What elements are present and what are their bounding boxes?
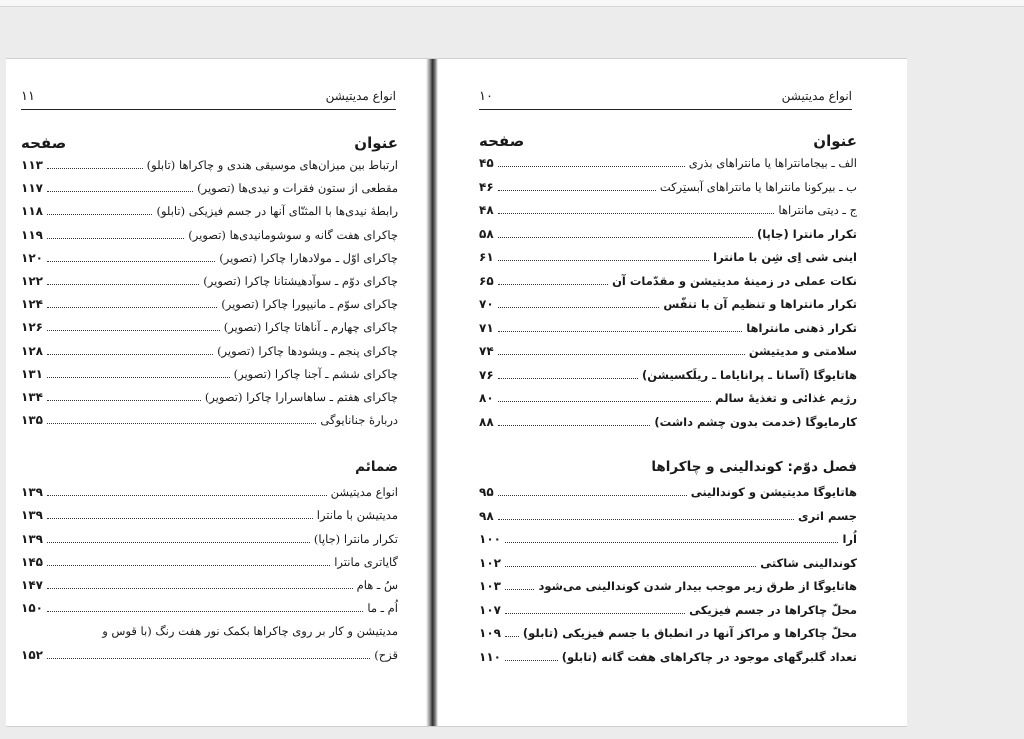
- book-spread: [6, 58, 907, 727]
- dot-leader: [47, 231, 184, 239]
- toc-entry-page: ۷۱: [479, 320, 494, 335]
- toc-entry-page: ۱۰۳: [479, 579, 501, 593]
- toc-entry-title: چاکرای سوّم ـ مانیپورا چاکرا (تصویر): [221, 297, 398, 312]
- toc-entry-page: ۱۱۳: [21, 158, 43, 172]
- page-header: [21, 89, 396, 110]
- toc-entry-title: چاکرای هفتم ـ ساهاسرارا چاکرا (تصویر): [204, 389, 398, 404]
- toc-entry-page: ۶۱: [479, 250, 494, 264]
- toc-entry-page: ۴۸: [479, 203, 494, 217]
- dot-leader: [498, 394, 712, 402]
- toc-entry-page: ۱۵۲: [21, 647, 43, 662]
- dot-leader: [498, 277, 608, 285]
- toc-entry-title: انواع مدیتیشن: [330, 485, 398, 500]
- toc-entry-title: محلّ چاکراها در جسم فیزیکی: [689, 602, 857, 617]
- toc-entry: [479, 575, 857, 599]
- toc-entry-title: نکات عملی در زمینهٔ مدیتیشن و مقدّمات آن: [612, 273, 857, 288]
- toc-entry-title: اینی شی اِی شِن با مانترا: [713, 250, 857, 264]
- dot-leader: [505, 582, 535, 590]
- dot-leader: [47, 558, 330, 566]
- toc-entry-title: تکرار مانترا (جاپا): [313, 531, 398, 546]
- toc-entry-page: ۱۴۵: [21, 554, 43, 569]
- toc-entry-title: کارمایوگا (خدمت بدون چشم داشت): [654, 414, 857, 429]
- dot-leader: [505, 653, 558, 661]
- toc-entry-page: ۱۰۹: [479, 626, 501, 640]
- toc-list: [479, 125, 857, 669]
- page-number: ۱۱: [21, 89, 35, 104]
- toc-entry: [479, 317, 857, 341]
- dot-leader: [498, 324, 743, 332]
- toc-entry-page: ۹۸: [479, 508, 494, 523]
- toc-entry-page: ۱۲۶: [21, 320, 43, 335]
- toc-entry-page: ۱۳۹: [21, 508, 43, 523]
- toc-entry-page: ۱۱۰: [479, 649, 501, 664]
- toc-entry: [479, 223, 857, 247]
- dot-leader: [47, 488, 327, 496]
- toc-entry-page: ۴۵: [479, 156, 494, 170]
- toc-entry-page: ۱۲۰: [21, 250, 43, 265]
- dot-leader: [498, 300, 660, 308]
- toc-entry: [21, 270, 398, 293]
- dot-leader: [47, 370, 230, 378]
- page-right: [434, 59, 907, 726]
- toc-entry-page: ۱۱۸: [21, 204, 43, 219]
- toc-entry: [21, 200, 398, 223]
- toc-entry-page: ۱۰۰: [479, 532, 501, 546]
- toc-entry-title: سلامتی و مدیتیشن: [748, 344, 857, 358]
- toc-entry-title: کوندالینی شاکتی: [760, 555, 857, 570]
- dot-leader: [47, 393, 201, 401]
- dot-leader: [498, 253, 709, 261]
- dot-leader: [498, 206, 775, 214]
- page-left: [6, 59, 426, 726]
- appendix-heading: ضمائم: [355, 459, 398, 476]
- toc-entry-title: ج ـ دیتی مانتراها: [778, 203, 857, 217]
- dot-leader: [498, 159, 685, 167]
- dot-leader: [47, 161, 143, 169]
- toc-entry-page: ۱۴۷: [21, 578, 43, 592]
- toc-entry-page: ۱۰۲: [479, 555, 501, 570]
- toc-entry-title: مدیتیشن و کار بر روی چاکراها بکمک نور هفت رنگ (با قوس و: [102, 624, 398, 639]
- toc-entry-title: جسم اتری: [798, 508, 857, 523]
- viewer-toolbar: [0, 0, 1024, 7]
- toc-entry-page: ۱۱۷: [21, 181, 43, 196]
- toc-entry-title: مدیتیشن با مانترا: [316, 508, 398, 523]
- column-page-heading: صفحه: [21, 134, 67, 152]
- page-header: [479, 89, 852, 110]
- dot-leader: [47, 604, 363, 612]
- dot-leader: [505, 559, 756, 567]
- toc-entry-page: ۱۳۱: [21, 366, 43, 381]
- toc-entry: [479, 528, 857, 552]
- chapter-heading: فصل دوّم: کوندالینی و چاکراها: [651, 459, 857, 475]
- dot-leader: [498, 183, 656, 191]
- toc-entry-title: هاتایوگا (آسانا ـ پرانایاما ـ ریلَکسیشن): [642, 367, 857, 382]
- dot-leader: [47, 254, 215, 262]
- running-title: انواع مدیتیشن: [325, 89, 396, 103]
- toc-entry: [479, 622, 857, 646]
- running-title: انواع مدیتیشن: [781, 89, 852, 103]
- toc-entry-title: چاکرای هفت گانه و سوشومانیدی‌ها (تصویر): [188, 227, 398, 242]
- dot-leader: [498, 371, 638, 379]
- toc-column-header: [21, 127, 398, 154]
- toc-entry: [479, 505, 857, 529]
- toc-entry-title: چاکرای دوّم ـ سوآدهیشتانا چاکرا (تصویر): [203, 273, 398, 288]
- toc-entry: [21, 528, 398, 551]
- toc-entry-title: چاکرای چهارم ـ آناهاتا چاکرا (تصویر): [223, 320, 398, 335]
- toc-entry: [21, 293, 398, 316]
- toc-entry: [21, 224, 398, 247]
- toc-entry-title: سُ ـ هام: [356, 578, 398, 592]
- toc-entry: [21, 154, 398, 177]
- toc-entry-page: ۵۸: [479, 226, 494, 241]
- dot-leader: [505, 629, 519, 637]
- toc-entry-title: قزح): [374, 647, 398, 662]
- toc-entry-title: محلّ چاکراها و مراکز آنها در انطباق با جسم فیزیکی (تابلو): [522, 626, 857, 640]
- toc-entry: [479, 481, 857, 505]
- toc-entry-page: ۹۵: [479, 485, 494, 499]
- toc-entry-page: ۱۲۴: [21, 297, 43, 312]
- toc-entry: [479, 387, 857, 411]
- toc-entry-page: ۱۲۸: [21, 343, 43, 358]
- toc-entry-page: ۸۰: [479, 391, 494, 405]
- column-page-heading: صفحه: [479, 132, 525, 150]
- dot-leader: [498, 512, 794, 520]
- toc-entry-page: ۱۳۹: [21, 485, 43, 500]
- toc-entry: [21, 363, 398, 386]
- toc-entry: [21, 386, 398, 409]
- toc-entry: [21, 551, 398, 574]
- toc-entry-page: ۷۰: [479, 297, 494, 311]
- toc-list: [21, 127, 398, 667]
- toc-entry-title: الف ـ بیجامانتراها یا مانتراهای بذری: [688, 156, 857, 170]
- toc-entry-title: اُرا: [842, 532, 857, 546]
- dot-leader: [47, 511, 313, 519]
- toc-entry: [479, 293, 857, 317]
- toc-entry-page: ۱۰۷: [479, 602, 501, 617]
- dot-leader: [47, 535, 310, 543]
- toc-entry-title: رابطهٔ نیدی‌ها با المثنّای آنها در جسم فیزیکی (تابلو): [156, 204, 398, 219]
- dot-leader: [47, 581, 353, 589]
- toc-entry: [479, 646, 857, 670]
- dot-leader: [505, 535, 839, 543]
- toc-entry: [21, 620, 398, 643]
- dot-leader: [498, 347, 745, 355]
- toc-entry: [479, 599, 857, 623]
- dot-leader: [47, 300, 217, 308]
- dot-leader: [47, 416, 316, 424]
- toc-entry: [21, 177, 398, 200]
- toc-entry-page: ۴۶: [479, 179, 494, 194]
- toc-entry-title: اُم ـ ما: [367, 601, 398, 616]
- toc-entry: [479, 246, 857, 270]
- toc-entry: [479, 270, 857, 294]
- toc-entry: [21, 340, 398, 363]
- toc-entry: [479, 552, 857, 576]
- toc-entry: [479, 411, 857, 435]
- dot-leader: [498, 488, 687, 496]
- toc-entry: [21, 644, 398, 667]
- dot-leader: [505, 606, 685, 614]
- toc-entry: [21, 409, 398, 432]
- dot-leader: [47, 184, 193, 192]
- toc-entry-page: ۷۴: [479, 344, 494, 358]
- page-number: ۱۰: [479, 89, 493, 104]
- toc-entry: [21, 574, 398, 597]
- toc-entry-title: تکرار مانترا (جاپا): [756, 226, 857, 241]
- toc-column-header: [479, 125, 857, 152]
- toc-entry: [479, 152, 857, 176]
- toc-entry-page: ۸۸: [479, 414, 494, 429]
- dot-leader: [498, 230, 753, 238]
- toc-entry-title: گایاتری مانترا: [334, 554, 398, 569]
- toc-entry-title: چاکرای ششم ـ آجنا چاکرا (تصویر): [233, 366, 398, 381]
- toc-entry-title: ارتباط بین میزان‌های موسیقی هندی و چاکراها (تابلو): [146, 158, 398, 172]
- toc-entry-title: رژیم غذائی و تغذیهٔ سالم: [715, 391, 857, 405]
- toc-entry-title: چاکرای پنجم ـ ویشودها چاکرا (تصویر): [217, 343, 398, 358]
- column-title-heading: عنوان: [354, 134, 398, 152]
- toc-entry-title: دربارهٔ جنانایوگی: [320, 413, 398, 428]
- dot-leader: [47, 651, 370, 659]
- column-title-heading: عنوان: [813, 132, 857, 150]
- toc-entry-title: چاکرای اوّل ـ مولادهارا چاکرا (تصویر): [219, 250, 398, 265]
- toc-entry-title: هاتایوگا مدیتیشن و کوندالینی: [690, 485, 857, 499]
- toc-entry: [21, 597, 398, 620]
- toc-entry-page: ۱۳۹: [21, 531, 43, 546]
- toc-entry-title: مقطعی از ستون فقرات و نیدی‌ها (تصویر): [197, 181, 398, 196]
- toc-entry: [21, 504, 398, 527]
- toc-entry-title: تعداد گلبرگهای موجود در چاکراهای هفت گانه (تابلو): [561, 649, 857, 664]
- toc-entry: [21, 316, 398, 339]
- toc-entry-page: ۱۵۰: [21, 601, 43, 616]
- dot-leader: [498, 418, 651, 426]
- toc-entry-page: ۷۶: [479, 367, 494, 382]
- toc-entry-title: تکرار مانتراها و تنظیم آن با تنفّس: [663, 297, 857, 311]
- toc-entry-title: تکرار ذهنی مانتراها: [746, 320, 857, 335]
- toc-entry: [479, 176, 857, 200]
- toc-entry: [21, 481, 398, 504]
- toc-entry-title: هاتایوگا از طرق زیر موجب بیدار شدن کوندالینی می‌شود: [538, 579, 857, 593]
- toc-entry: [21, 247, 398, 270]
- toc-entry-page: ۱۳۴: [21, 389, 43, 404]
- toc-entry-page: ۱۱۹: [21, 227, 43, 242]
- toc-entry-page: ۱۲۲: [21, 273, 43, 288]
- toc-entry-title: ب ـ بیرکونا مانتراها یا مانتراهای آبستِرکت: [659, 179, 857, 194]
- toc-entry: [479, 364, 857, 388]
- toc-entry: [479, 340, 857, 364]
- dot-leader: [47, 347, 213, 355]
- dot-leader: [47, 277, 199, 285]
- dot-leader: [47, 207, 152, 215]
- toc-entry-page: ۱۳۵: [21, 413, 43, 428]
- toc-entry: [479, 199, 857, 223]
- toc-entry-page: ۶۵: [479, 273, 494, 288]
- dot-leader: [47, 323, 220, 331]
